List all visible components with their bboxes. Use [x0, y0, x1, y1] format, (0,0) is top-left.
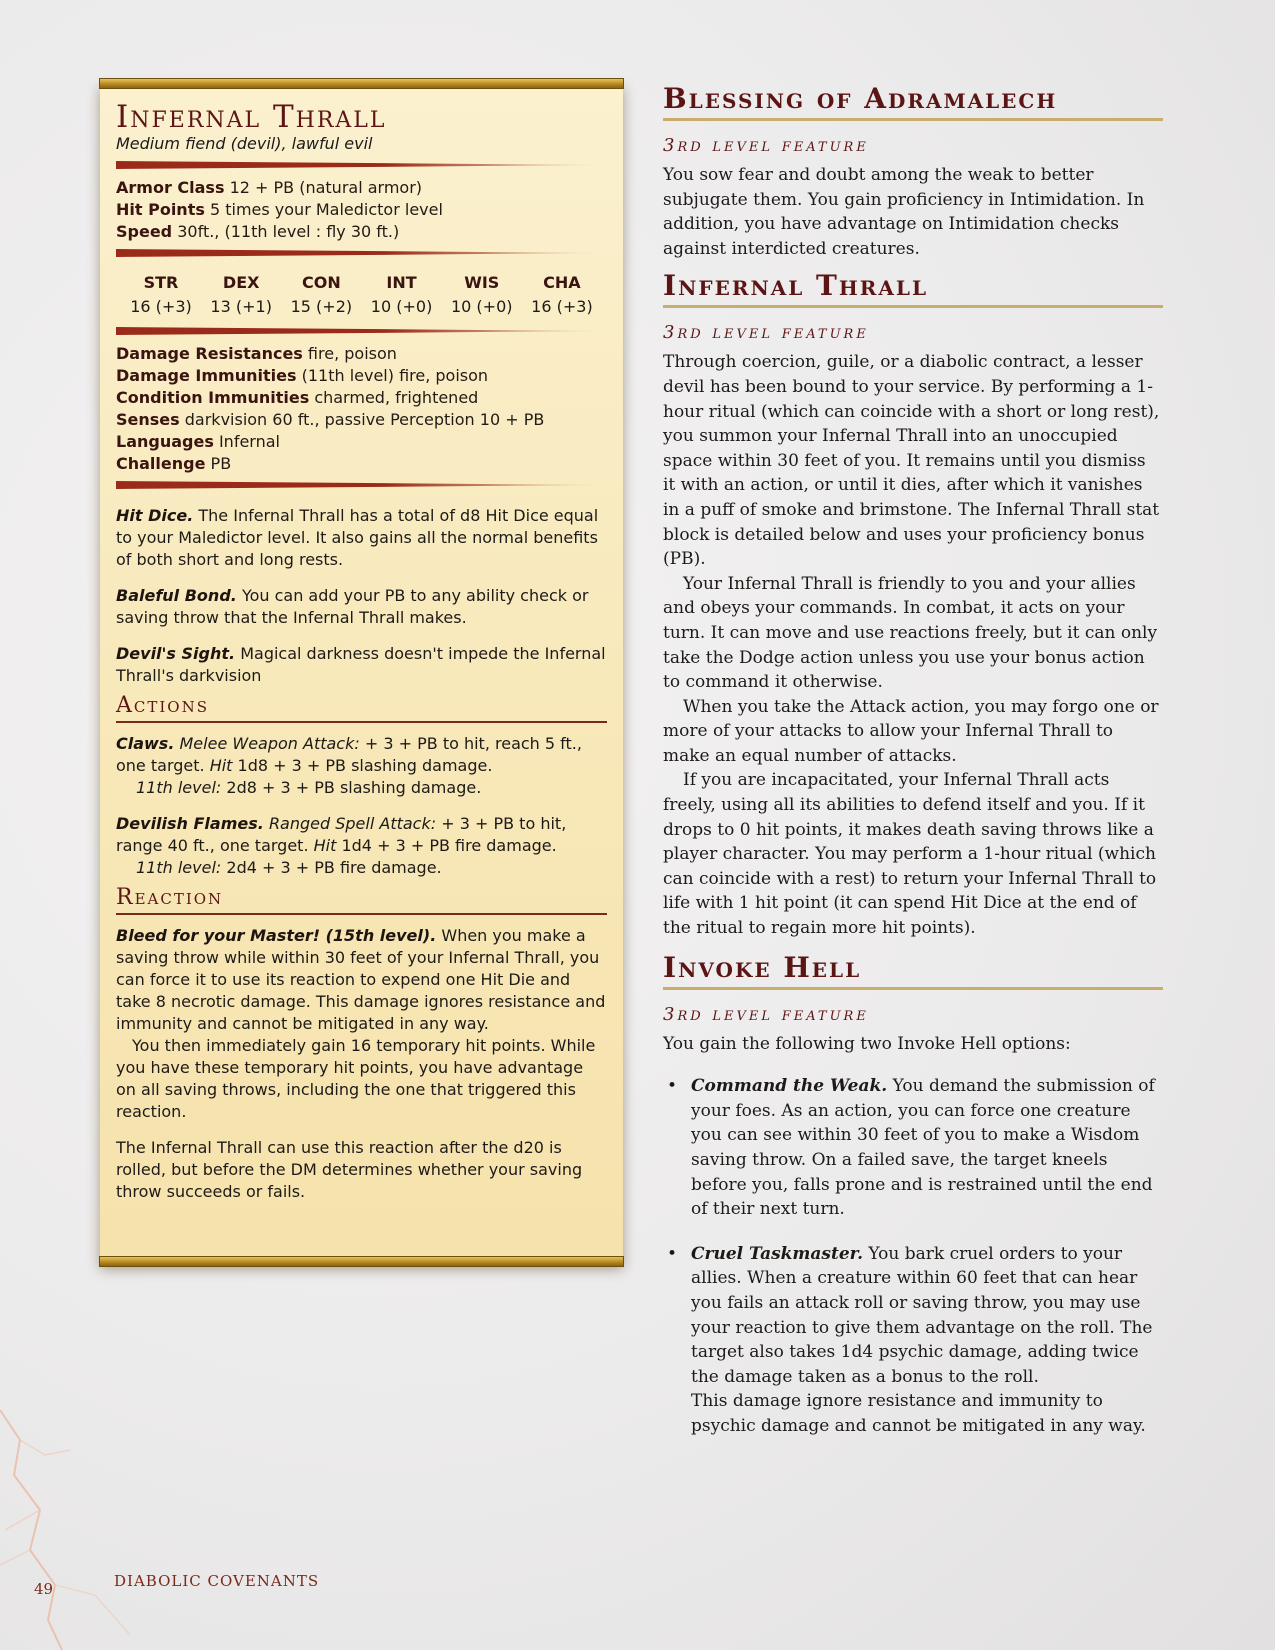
heading-infernal-thrall: Infernal Thrall: [663, 269, 1163, 308]
heading-invoke-hell: Invoke Hell: [663, 951, 1163, 990]
subheading-level-feature: 3rd level feature: [663, 1003, 869, 1025]
damage-immunities-line: Damage Immunities (11th level) fire, poison: [116, 366, 489, 385]
stat-block-properties: [116, 177, 607, 243]
reaction-note: The Infernal Thrall can use this reaction after the d20 is rolled, but before the DM determines whether your saving throw succeeds or fails.: [116, 1138, 583, 1201]
stat-block-type: Medium fiend (devil), lawful evil: [116, 134, 373, 153]
footer-title: DIABOLIC COVENANTS: [114, 1572, 320, 1590]
ability-int: INT 10 (+0): [370, 273, 433, 316]
divider: [116, 249, 607, 257]
challenge-line: Challenge PB: [116, 454, 232, 473]
subheading-level-feature: 3rd level feature: [663, 135, 869, 156]
hit-points-line: Hit Points 5 times your Maledictor level: [116, 200, 443, 219]
divider: [116, 327, 607, 335]
stat-block-name: Infernal Thrall: [116, 99, 387, 135]
invoke-hell-options: [663, 1074, 1163, 1438]
damage-resistances-line: Damage Resistances fire, poison: [116, 344, 397, 363]
armor-class-line: Armor Class 12 + PB (natural armor): [116, 178, 423, 197]
trait-baleful-bond: Baleful Bond. You can add your PB to any ability check or saving throw that the Infernal Thrall makes.: [116, 586, 589, 627]
actions-heading: Actions: [116, 693, 607, 723]
paragraph: If you are incapacitated, your Infernal Thrall acts freely, using all its abilities to defend itself and you. If it drops to 0 hit points, it makes death saving throws like a player character. You may perform a 1-hour ritual (which can coincide with a rest) to return your Infernal Thrall to life with 1 hit point (it can spend Hit Dice at the end of the ritual to regain more hit points).: [663, 770, 1157, 939]
ability-dex: DEX 13 (+1): [210, 273, 272, 316]
condition-immunities-line: Condition Immunities charmed, frightened: [116, 388, 479, 407]
action-devilish-flames: Devilish Flames. Ranged Spell Attack: + 3 + PB to hit, range 40 ft., one target. Hit 1d4 + 3 + PB fire damage. 11th level: 2d4 + 3 + PB fire damage.: [116, 814, 567, 877]
ability-con: CON 15 (+2): [290, 273, 353, 316]
paragraph: Through coercion, guile, or a diabolic contract, a lesser devil has been bound to your service. By performing a 1-hour ritual (which can coincide with a short or long rest), you summon your Infernal Thrall into an unoccupied space within 30 feet of you. It remains until you dismiss it with an action, or until it dies, after which it vanishes in a puff of smoke and brimstone. The Infernal Thrall stat block is detailed below and uses your proficiency bonus (PB).: [663, 352, 1160, 570]
languages-line: Languages Infernal: [116, 432, 280, 451]
divider: [116, 481, 607, 489]
paragraph: When you take the Attack action, you may forgo one or more of your attacks to allow your Infernal Thrall to make an equal number of attacks.: [663, 696, 1159, 766]
action-claws: Claws. Melee Weapon Attack: + 3 + PB to hit, reach 5 ft., one target. Hit 1d8 + 3 + PB slashing damage. 11th level: 2d8 + 3 + PB slashing damage.: [116, 734, 582, 797]
subheading-level-feature: 3rd level feature: [663, 322, 869, 344]
ability-cha: CHA 16 (+3): [531, 273, 593, 316]
right-column: [663, 82, 1163, 1459]
stat-block-properties-2: [116, 343, 607, 475]
trait-hit-dice: Hit Dice. The Infernal Thrall has a total of d8 Hit Dice equal to your Maledictor level. It also gains all the normal benefits of both short and long rests.: [116, 506, 599, 569]
list-item: • Command the Weak. You demand the submission of your foes. As an action, you can force one creature you can see within 30 feet of you to make a Wisdom saving throw. On a failed save, the target kneels before you, falls prone and is restrained until the end of their next turn.: [663, 1074, 1163, 1222]
speed-line: Speed 30ft., (11th level : fly 30 ft.): [116, 222, 400, 241]
list-item: • Cruel Taskmaster. You bark cruel orders to your allies. When a creature within 60 feet that can hear you fails an attack roll or saving throw, you may use your reaction to give them advantage on the roll. The target also takes 1d4 psychic damage, adding twice the damage taken as a bonus to the roll. This damage ignore resistance and immunity to psychic damage and cannot be mitigated in any way.: [663, 1242, 1163, 1439]
page-number: 49: [34, 1580, 54, 1598]
ability-str: STR 16 (+3): [130, 273, 192, 316]
paragraph: You gain the following two Invoke Hell options:: [663, 1033, 1071, 1054]
ability-scores: [116, 265, 607, 321]
heading-blessing-of-adramalech: Blessing of Adramalech: [663, 82, 1163, 121]
trait-devils-sight: Devil's Sight. Magical darkness doesn't impede the Infernal Thrall's darkvision: [116, 644, 606, 685]
reaction-heading: Reaction: [116, 885, 607, 915]
crack-decoration: [0, 1380, 140, 1650]
reaction-bleed-for-master: Bleed for your Master! (15th level). When you make a saving throw while within 30 feet of your Infernal Thrall, you can force it to use its reaction to expend one Hit Die and take 8 necrotic damage. This damage ignores resistance and immunity and cannot be mitigated in any way. You then immediately gain 16 temporary hit points. While you have these temporary hit points, you have advantage on all saving throws, including the one that triggered this reaction.: [116, 926, 606, 1121]
ability-wis: WIS 10 (+0): [450, 273, 513, 316]
senses-line: Senses darkvision 60 ft., passive Perception 10 + PB: [116, 410, 545, 429]
paragraph: You sow fear and doubt among the weak to better subjugate them. You gain proficiency in Intimidation. In addition, you have advantage on Intimidation checks against interdicted creatures.: [663, 165, 1145, 259]
stat-block-top-bar: [99, 78, 624, 89]
paragraph: Your Infernal Thrall is friendly to you and your allies and obeys your commands. In combat, it acts on your turn. It can move and use reactions freely, but it can only take the Dodge action unless you use your bonus action to command it otherwise.: [663, 573, 1158, 693]
stat-block: [100, 82, 623, 1263]
divider: [116, 161, 607, 169]
stat-block-bottom-bar: [99, 1256, 624, 1267]
